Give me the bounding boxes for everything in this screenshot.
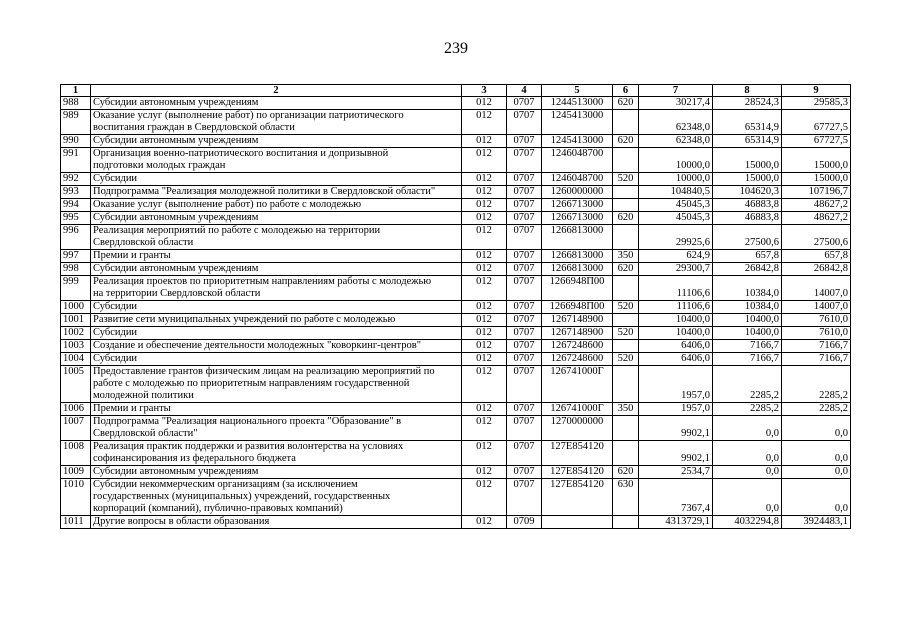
amount-cell: 45045,3: [639, 199, 713, 212]
amount-cell: 0,0: [713, 416, 782, 441]
header-cell: 5: [542, 85, 613, 97]
amount-cell: 10384,0: [713, 301, 782, 314]
name-line: Субсидии автономным учреждениям: [93, 135, 259, 146]
table-row: [61, 212, 851, 225]
name-line: Свердловской области": [93, 428, 198, 439]
name-line: Премии и гранты: [93, 403, 171, 414]
target-code-cell: 1266813000: [542, 225, 613, 250]
name-line: Предоставление грантов физическим лицам на реализацию мероприятий по: [93, 366, 435, 377]
target-code-cell: 1266948П00: [542, 301, 613, 314]
expense-type-cell: 620: [613, 97, 639, 110]
amount-cell: 7367,4: [639, 479, 713, 516]
name-line: Реализация мероприятий по работе с молодежью на территории: [93, 225, 381, 236]
row-number-cell: 993: [61, 186, 91, 199]
amount-cell: 657,8: [713, 250, 782, 263]
amount-cell: 7166,7: [713, 353, 782, 366]
section-cell: 0707: [507, 301, 542, 314]
header-cell: 1: [61, 85, 91, 97]
name-cell: [91, 403, 462, 416]
section-cell: 0707: [507, 250, 542, 263]
code-cell: 012: [462, 250, 507, 263]
row-number-cell: 1008: [61, 441, 91, 466]
amount-cell: 1957,0: [639, 403, 713, 416]
code-cell: 012: [462, 186, 507, 199]
section-cell: 0707: [507, 466, 542, 479]
expense-type-cell: [613, 366, 639, 403]
section-cell: 0707: [507, 366, 542, 403]
target-code-cell: 1244513000: [542, 97, 613, 110]
amount-cell: 0,0: [782, 441, 851, 466]
amount-cell: 10384,0: [713, 276, 782, 301]
table-row: [61, 110, 851, 135]
amount-cell: 15000,0: [713, 173, 782, 186]
amount-cell: 28524,3: [713, 97, 782, 110]
amount-cell: 67727,5: [782, 135, 851, 148]
code-cell: 012: [462, 466, 507, 479]
amount-cell: 29300,7: [639, 263, 713, 276]
code-cell: 012: [462, 441, 507, 466]
name-line: Субсидии: [93, 173, 138, 184]
table-row: [61, 97, 851, 110]
amount-cell: 30217,4: [639, 97, 713, 110]
name-cell: [91, 466, 462, 479]
target-code-cell: 1267148900: [542, 327, 613, 340]
amount-cell: 104620,3: [713, 186, 782, 199]
name-line: Оказание услуг (выполнение работ) по организации патриотического: [93, 110, 404, 121]
amount-cell: 10400,0: [713, 327, 782, 340]
name-line: воспитания граждан в Свердловской области: [93, 122, 295, 133]
code-cell: 012: [462, 135, 507, 148]
amount-cell: 7610,0: [782, 327, 851, 340]
target-code-cell: [542, 516, 613, 529]
amount-cell: 104840,5: [639, 186, 713, 199]
table-row: [61, 353, 851, 366]
name-line: Создание и обеспечение деятельности молодежных "коворкинг-центров": [93, 340, 421, 351]
amount-cell: 67727,5: [782, 110, 851, 135]
expense-type-cell: 620: [613, 263, 639, 276]
amount-cell: 15000,0: [782, 173, 851, 186]
expense-type-cell: 620: [613, 212, 639, 225]
expense-type-cell: 350: [613, 250, 639, 263]
code-cell: 012: [462, 353, 507, 366]
amount-cell: 7610,0: [782, 314, 851, 327]
target-code-cell: 1245413000: [542, 110, 613, 135]
code-cell: 012: [462, 110, 507, 135]
row-number-cell: 995: [61, 212, 91, 225]
amount-cell: 15000,0: [782, 148, 851, 173]
table-row: [61, 135, 851, 148]
row-number-cell: 991: [61, 148, 91, 173]
code-cell: 012: [462, 301, 507, 314]
name-cell: [91, 314, 462, 327]
name-line: Субсидии: [93, 301, 138, 312]
amount-cell: 46883,8: [713, 199, 782, 212]
header-cell: 9: [782, 85, 851, 97]
table-row: [61, 314, 851, 327]
amount-cell: 26842,8: [782, 263, 851, 276]
table-row: [61, 479, 851, 516]
name-line: Премии и гранты: [93, 250, 171, 261]
expense-type-cell: [613, 276, 639, 301]
amount-cell: 27500,6: [713, 225, 782, 250]
code-cell: 012: [462, 403, 507, 416]
name-line: Развитие сети муниципальных учреждений по работе с молодежью: [93, 314, 396, 325]
target-code-cell: 127E854120: [542, 466, 613, 479]
name-line: Субсидии: [93, 353, 138, 364]
row-number-cell: 992: [61, 173, 91, 186]
section-cell: 0707: [507, 403, 542, 416]
expense-type-cell: 520: [613, 173, 639, 186]
header-cell: 3: [462, 85, 507, 97]
table-row: [61, 441, 851, 466]
table-row: [61, 276, 851, 301]
amount-cell: 7166,7: [782, 353, 851, 366]
name-line: Субсидии некоммерческим организациям (за исключением: [93, 479, 358, 490]
table-body: [61, 97, 851, 529]
expense-type-cell: [613, 416, 639, 441]
section-cell: 0707: [507, 479, 542, 516]
amount-cell: 0,0: [782, 466, 851, 479]
name-cell: [91, 263, 462, 276]
name-line: софинансирования из федерального бюджета: [93, 453, 296, 464]
target-code-cell: 1270000000: [542, 416, 613, 441]
name-cell: [91, 148, 462, 173]
expense-type-cell: 520: [613, 353, 639, 366]
name-cell: [91, 225, 462, 250]
name-line: на территории Свердловской области: [93, 288, 261, 299]
table-row: [61, 225, 851, 250]
target-code-cell: 1266713000: [542, 212, 613, 225]
target-code-cell: 126741000Г: [542, 403, 613, 416]
row-number-cell: 1009: [61, 466, 91, 479]
code-cell: 012: [462, 173, 507, 186]
code-cell: 012: [462, 314, 507, 327]
row-number-cell: 988: [61, 97, 91, 110]
code-cell: 012: [462, 263, 507, 276]
table-row: [61, 186, 851, 199]
name-line: корпораций (компаний), публично-правовых компаний): [93, 503, 343, 514]
name-line: Организация военно-патриотического воспитания и допризывной: [93, 148, 389, 159]
amount-cell: 29585,3: [782, 97, 851, 110]
expense-type-cell: 520: [613, 327, 639, 340]
amount-cell: 0,0: [782, 416, 851, 441]
row-number-cell: 997: [61, 250, 91, 263]
section-cell: 0707: [507, 314, 542, 327]
name-line: Субсидии автономным учреждениям: [93, 263, 259, 274]
section-cell: 0707: [507, 199, 542, 212]
amount-cell: 3924483,1: [782, 516, 851, 529]
header-cell: 7: [639, 85, 713, 97]
row-number-cell: 1007: [61, 416, 91, 441]
amount-cell: 6406,0: [639, 353, 713, 366]
target-code-cell: 1267148900: [542, 314, 613, 327]
name-cell: [91, 441, 462, 466]
code-cell: 012: [462, 366, 507, 403]
amount-cell: 11106,6: [639, 301, 713, 314]
table-row: [61, 403, 851, 416]
name-cell: [91, 276, 462, 301]
amount-cell: 7166,7: [713, 340, 782, 353]
section-cell: 0707: [507, 212, 542, 225]
target-code-cell: 1266948П00: [542, 276, 613, 301]
expense-type-cell: [613, 199, 639, 212]
name-line: Субсидии: [93, 327, 138, 338]
expense-type-cell: [613, 110, 639, 135]
amount-cell: 2285,2: [713, 366, 782, 403]
header-cell: 6: [613, 85, 639, 97]
table-row: [61, 366, 851, 403]
amount-cell: 4313729,1: [639, 516, 713, 529]
amount-cell: 2285,2: [782, 366, 851, 403]
table-row: [61, 416, 851, 441]
name-cell: [91, 516, 462, 529]
name-cell: [91, 366, 462, 403]
amount-cell: 2285,2: [782, 403, 851, 416]
header-cell: 4: [507, 85, 542, 97]
name-cell: [91, 327, 462, 340]
amount-cell: 0,0: [713, 479, 782, 516]
code-cell: 012: [462, 225, 507, 250]
target-code-cell: 1266813000: [542, 250, 613, 263]
name-cell: [91, 135, 462, 148]
target-code-cell: 127E854120: [542, 441, 613, 466]
section-cell: 0707: [507, 441, 542, 466]
name-cell: [91, 186, 462, 199]
name-line: работе с молодежью по приоритетным направлениям государственной: [93, 378, 410, 389]
expense-type-cell: [613, 225, 639, 250]
target-code-cell: 1266713000: [542, 199, 613, 212]
amount-cell: 2285,2: [713, 403, 782, 416]
row-number-cell: 1006: [61, 403, 91, 416]
amount-cell: 62348,0: [639, 135, 713, 148]
row-number-cell: 998: [61, 263, 91, 276]
expense-type-cell: 620: [613, 466, 639, 479]
amount-cell: 65314,9: [713, 110, 782, 135]
name-line: Подпрограмма "Реализация национального проекта "Образование" в: [93, 416, 402, 427]
name-cell: [91, 353, 462, 366]
name-cell: [91, 110, 462, 135]
section-cell: 0707: [507, 186, 542, 199]
row-number-cell: 990: [61, 135, 91, 148]
name-cell: [91, 301, 462, 314]
amount-cell: 7166,7: [782, 340, 851, 353]
name-line: Субсидии автономным учреждениям: [93, 212, 259, 223]
table-row: [61, 263, 851, 276]
section-cell: 0707: [507, 416, 542, 441]
table-row: [61, 466, 851, 479]
row-number-cell: 999: [61, 276, 91, 301]
name-cell: [91, 250, 462, 263]
amount-cell: 10400,0: [713, 314, 782, 327]
table-row: [61, 250, 851, 263]
amount-cell: 0,0: [782, 479, 851, 516]
name-line: молодежной политики: [93, 390, 194, 401]
table-row: [61, 148, 851, 173]
target-code-cell: 127E854120: [542, 479, 613, 516]
target-code-cell: 1267248600: [542, 353, 613, 366]
amount-cell: 48627,2: [782, 199, 851, 212]
page-number: 239: [444, 40, 468, 57]
name-line: Свердловской области: [93, 237, 194, 248]
section-cell: 0707: [507, 110, 542, 135]
table-row: [61, 301, 851, 314]
name-line: Оказание услуг (выполнение работ) по работе с молодежью: [93, 199, 362, 210]
table-row: [61, 516, 851, 529]
section-cell: 0707: [507, 263, 542, 276]
section-cell: 0707: [507, 340, 542, 353]
target-code-cell: 1245413000: [542, 135, 613, 148]
section-cell: 0707: [507, 225, 542, 250]
row-number-cell: 1000: [61, 301, 91, 314]
section-cell: 0707: [507, 353, 542, 366]
amount-cell: 6406,0: [639, 340, 713, 353]
name-cell: [91, 199, 462, 212]
amount-cell: 2534,7: [639, 466, 713, 479]
code-cell: 012: [462, 97, 507, 110]
budget-table: [60, 84, 851, 529]
header-cell: 8: [713, 85, 782, 97]
target-code-cell: 126741000Г: [542, 366, 613, 403]
name-cell: [91, 416, 462, 441]
amount-cell: 48627,2: [782, 212, 851, 225]
code-cell: 012: [462, 148, 507, 173]
section-cell: 0709: [507, 516, 542, 529]
expense-type-cell: [613, 516, 639, 529]
name-cell: [91, 173, 462, 186]
amount-cell: 9902,1: [639, 416, 713, 441]
section-cell: 0707: [507, 327, 542, 340]
amount-cell: 107196,7: [782, 186, 851, 199]
expense-type-cell: [613, 340, 639, 353]
amount-cell: 26842,8: [713, 263, 782, 276]
expense-type-cell: 630: [613, 479, 639, 516]
amount-cell: 624,9: [639, 250, 713, 263]
amount-cell: 14007,0: [782, 276, 851, 301]
row-number-cell: 989: [61, 110, 91, 135]
target-code-cell: 1266813000: [542, 263, 613, 276]
amount-cell: 65314,9: [713, 135, 782, 148]
section-cell: 0707: [507, 276, 542, 301]
amount-cell: 46883,8: [713, 212, 782, 225]
row-number-cell: 1004: [61, 353, 91, 366]
amount-cell: 10000,0: [639, 173, 713, 186]
amount-cell: 29925,6: [639, 225, 713, 250]
amount-cell: 11106,6: [639, 276, 713, 301]
amount-cell: 45045,3: [639, 212, 713, 225]
name-line: Реализация практик поддержки и развития волонтерства на условиях: [93, 441, 404, 452]
section-cell: 0707: [507, 97, 542, 110]
name-line: Субсидии автономным учреждениям: [93, 466, 259, 477]
name-cell: [91, 212, 462, 225]
section-cell: 0707: [507, 173, 542, 186]
amount-cell: 4032294,8: [713, 516, 782, 529]
name-cell: [91, 340, 462, 353]
code-cell: 012: [462, 276, 507, 301]
name-line: государственных (муниципальных) учреждений, государственных: [93, 491, 391, 502]
name-line: Реализация проектов по приоритетным направлениям работы с молодежью: [93, 276, 432, 287]
target-code-cell: 1246048700: [542, 173, 613, 186]
code-cell: 012: [462, 199, 507, 212]
amount-cell: 9902,1: [639, 441, 713, 466]
section-cell: 0707: [507, 135, 542, 148]
expense-type-cell: 520: [613, 301, 639, 314]
name-cell: [91, 479, 462, 516]
code-cell: 012: [462, 327, 507, 340]
target-code-cell: 1267248600: [542, 340, 613, 353]
section-cell: 0707: [507, 148, 542, 173]
row-number-cell: 1003: [61, 340, 91, 353]
code-cell: 012: [462, 516, 507, 529]
expense-type-cell: 350: [613, 403, 639, 416]
expense-type-cell: [613, 314, 639, 327]
amount-cell: 15000,0: [713, 148, 782, 173]
expense-type-cell: [613, 148, 639, 173]
name-line: подготовки молодых граждан: [93, 160, 226, 171]
expense-type-cell: [613, 186, 639, 199]
row-number-cell: 1010: [61, 479, 91, 516]
table-header: [61, 85, 851, 97]
row-number-cell: 1005: [61, 366, 91, 403]
amount-cell: 10400,0: [639, 314, 713, 327]
target-code-cell: 1260000000: [542, 186, 613, 199]
row-number-cell: 994: [61, 199, 91, 212]
amount-cell: 657,8: [782, 250, 851, 263]
row-number-cell: 996: [61, 225, 91, 250]
name-cell: [91, 97, 462, 110]
amount-cell: 0,0: [713, 466, 782, 479]
amount-cell: 62348,0: [639, 110, 713, 135]
table-row: [61, 340, 851, 353]
row-number-cell: 1011: [61, 516, 91, 529]
name-line: Подпрограмма "Реализация молодежной политики в Свердловской области": [93, 186, 436, 197]
header-cell: 2: [91, 85, 462, 97]
target-code-cell: 1246048700: [542, 148, 613, 173]
code-cell: 012: [462, 340, 507, 353]
amount-cell: 0,0: [713, 441, 782, 466]
code-cell: 012: [462, 479, 507, 516]
code-cell: 012: [462, 416, 507, 441]
amount-cell: 10400,0: [639, 327, 713, 340]
amount-cell: 27500,6: [782, 225, 851, 250]
name-line: Субсидии автономным учреждениям: [93, 97, 259, 108]
header-row: [61, 85, 851, 97]
table-row: [61, 173, 851, 186]
code-cell: 012: [462, 212, 507, 225]
expense-type-cell: 620: [613, 135, 639, 148]
table-row: [61, 199, 851, 212]
amount-cell: 1957,0: [639, 366, 713, 403]
amount-cell: 14007,0: [782, 301, 851, 314]
name-line: Другие вопросы в области образования: [93, 516, 270, 527]
row-number-cell: 1002: [61, 327, 91, 340]
amount-cell: 10000,0: [639, 148, 713, 173]
row-number-cell: 1001: [61, 314, 91, 327]
table-row: [61, 327, 851, 340]
expense-type-cell: [613, 441, 639, 466]
